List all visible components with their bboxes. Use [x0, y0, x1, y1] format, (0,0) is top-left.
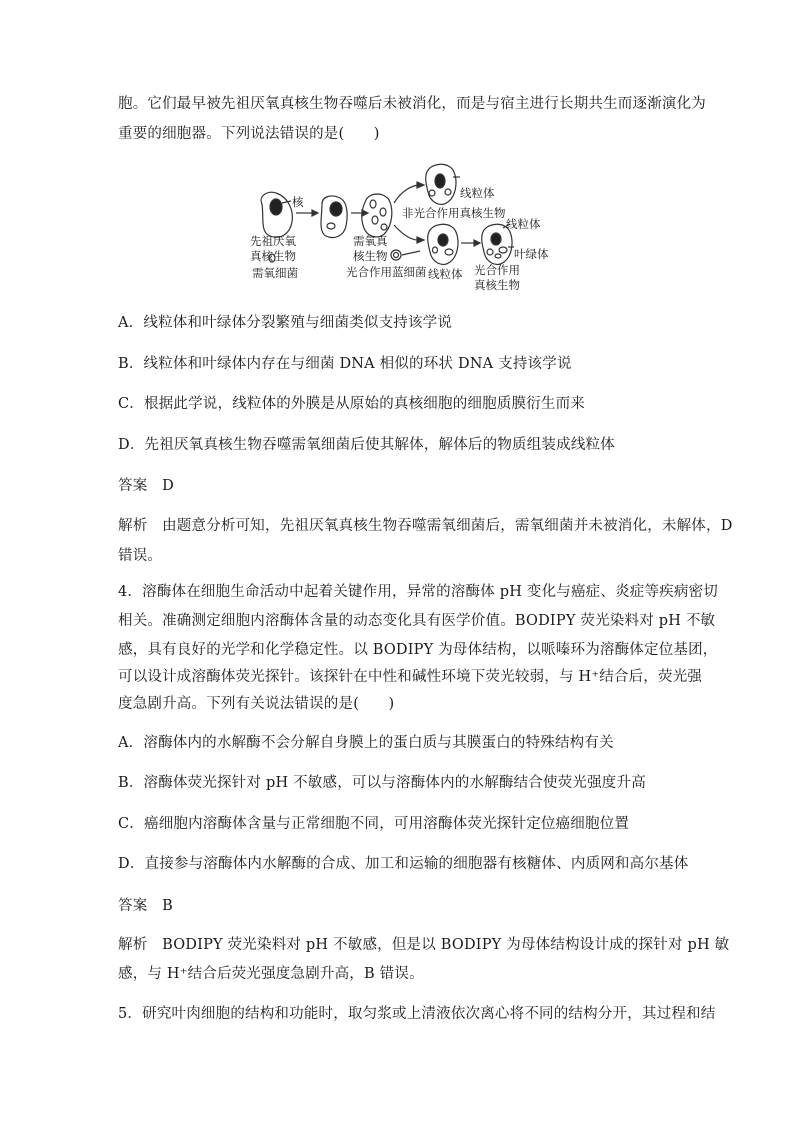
label-ancestor-1: 先祖厌氧	[250, 234, 296, 248]
label-mito-right: 线粒体	[506, 217, 541, 231]
q4-option-b: B．溶酶体荧光探针对 pH 不敏感，可以与溶酶体内的水解酶结合使荧光强度升高	[118, 775, 646, 791]
q4-analysis-line-2: 感，与 H⁺结合后荧光强度急剧升高，B 错误。	[118, 966, 424, 982]
label-aerobic-euk-1: 需氧真	[353, 234, 388, 248]
q3-stem-line-2: 重要的细胞器。下列说法错误的是( )	[118, 126, 380, 142]
q3-answer: 答案 D	[118, 478, 174, 494]
q4-stem-line-5: 度急剧升高。下列有关说法错误的是( )	[118, 696, 395, 712]
label-nucleus: 核	[292, 195, 304, 209]
ancestor-nucleus	[270, 199, 282, 215]
q3-analysis-line-1: 解析 由题意分析可知，先祖厌氧真核生物吞噬需氧细菌后，需氧细菌并未被消化，未解体，D	[118, 518, 733, 534]
q3-option-a: A．线粒体和叶绿体分裂繁殖与细菌类似支持该学说	[118, 315, 453, 331]
q4-stem-line-3: 感，具有良好的光学和化学稳定性。以 BODIPY 为母体结构，以哌嗪环为溶酶体定位基团，	[118, 642, 718, 658]
label-aerobic-euk-2: 核生物	[353, 249, 388, 263]
label-mito-bottom: 线粒体	[428, 267, 463, 281]
q3-option-d: D．先祖厌氧真核生物吞噬需氧细菌后使其解体，解体后的物质组装成线粒体	[118, 437, 615, 453]
q3-option-b: B．线粒体和叶绿体内存在与细菌 DNA 相似的环状 DNA 支持该学说	[118, 356, 572, 372]
q4-option-d: D．直接参与溶酶体内水解酶的合成、加工和运输的细胞器有核糖体、内质网和高尔基体	[118, 856, 689, 872]
aerobic-eukaryote-cell	[362, 194, 392, 237]
q4-option-a: A．溶酶体内的水解酶不会分解自身膜上的蛋白质与其膜蛋白的特殊结构有关	[118, 735, 614, 751]
q4-stem-line-4: 可以设计成溶酶体荧光探针。该探针在中性和碱性环境下荧光较弱，与 H⁺结合后，荧光强	[118, 669, 703, 685]
label-cyanobacteria: 光合作用蓝细菌	[346, 265, 427, 279]
label-chloroplast: 叶绿体	[514, 247, 549, 261]
label-photo-2: 真核生物	[474, 278, 520, 292]
label-nonphoto: 非光合作用真核生物	[402, 206, 506, 220]
q4-stem-line-2: 相关。准确测定细胞内溶酶体含量的动态变化具有医学价值。BODIPY 荧光染料对 pH 不敏	[118, 613, 716, 629]
q4-option-c: C．癌细胞内溶酶体含量与正常细胞不同，可用溶酶体荧光探针定位癌细胞位置	[118, 816, 630, 832]
q3-analysis-line-2: 错误。	[118, 548, 163, 564]
label-aerobic-bacteria: 需氧细菌	[252, 266, 298, 280]
q4-stem-line-1: 4．溶酶体在细胞生命活动中起着关键作用，异常的溶酶体 pH 变化与癌症、炎症等疾病密切	[118, 584, 718, 600]
q4-analysis-line-1: 解析 BODIPY 荧光染料对 pH 不敏感，但是以 BODIPY 为母体结构设计成的探针对 pH 敏	[118, 937, 730, 953]
q3-option-c: C．根据此学说，线粒体的外膜是从原始的真核细胞的细胞质膜衍生而来	[118, 396, 585, 412]
q3-stem-line-1: 胞。它们最早被先祖厌氧真核生物吞噬后未被消化，而是与宿主进行长期共生而逐渐演化为	[118, 96, 706, 112]
label-photo-1: 光合作用	[474, 263, 520, 277]
label-mito-top: 线粒体	[460, 186, 495, 200]
cyanobacteria-icon	[391, 250, 401, 260]
q5-stem-line-1: 5．研究叶肉细胞的结构和功能时，取匀浆或上清液依次离心将不同的结构分开，其过程和结	[118, 1006, 716, 1022]
label-ancestor-2: 真核生物	[250, 249, 296, 263]
q4-answer: 答案 B	[118, 898, 173, 914]
